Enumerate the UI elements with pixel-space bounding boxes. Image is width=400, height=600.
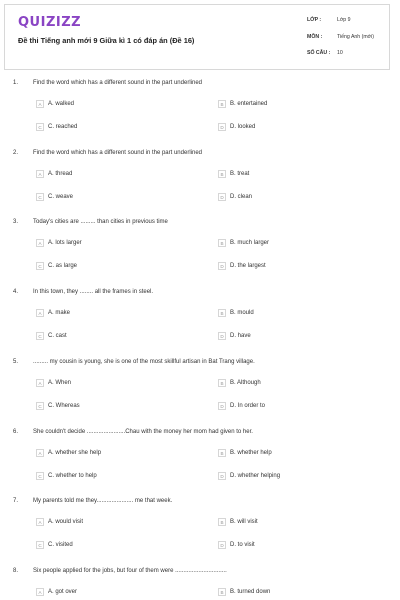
meta-row-count — [307, 50, 343, 56]
option-letter-box: B — [218, 100, 226, 108]
option-b[interactable] — [218, 449, 272, 457]
option-text: D. have — [230, 333, 251, 339]
option-a[interactable] — [36, 100, 74, 108]
question-number: 5. — [13, 359, 19, 365]
option-letter-box: B — [218, 239, 226, 247]
option-letter-box: A — [36, 309, 44, 317]
question-text: Find the word which has a different sound in the part underlined — [33, 80, 202, 86]
option-text: A. walked — [48, 101, 75, 107]
option-text: D. In order to — [230, 403, 266, 409]
option-d[interactable] — [218, 541, 255, 549]
option-text: D. the largest — [230, 263, 266, 269]
option-a[interactable] — [36, 379, 71, 387]
option-letter-box: B — [218, 379, 226, 387]
option-c[interactable] — [36, 193, 73, 201]
question-number: 1. — [13, 80, 19, 86]
option-b[interactable] — [218, 170, 249, 178]
option-letter-box: C — [36, 402, 44, 410]
question-number: 7. — [13, 498, 19, 504]
question-number: 4. — [13, 289, 19, 295]
option-text: A. make — [48, 310, 71, 316]
option-a[interactable] — [36, 588, 77, 596]
option-a[interactable] — [36, 449, 101, 457]
option-a[interactable] — [36, 309, 70, 317]
question-text: Find the word which has a different sound in the part underlined — [33, 150, 202, 156]
option-letter-box: B — [218, 309, 226, 317]
option-letter-box: D — [218, 262, 226, 270]
option-letter-box: C — [36, 123, 44, 131]
meta-label: MÔN : — [307, 34, 323, 40]
option-c[interactable] — [36, 402, 80, 410]
option-letter-box: C — [36, 472, 44, 480]
option-d[interactable] — [218, 472, 280, 480]
option-text: C. weave — [48, 194, 74, 200]
option-text: A. thread — [48, 171, 73, 177]
question-number: 6. — [13, 429, 19, 435]
question-text: Six people applied for the jobs, but four of them were ............................... — [33, 568, 227, 574]
option-b[interactable] — [218, 239, 269, 247]
option-b[interactable] — [218, 588, 270, 596]
option-c[interactable] — [36, 123, 77, 131]
option-letter-box: B — [218, 518, 226, 526]
option-letter-box: A — [36, 588, 44, 596]
option-d[interactable] — [218, 193, 252, 201]
option-letter-box: D — [218, 472, 226, 480]
option-letter-box: C — [36, 193, 44, 201]
option-letter-box: D — [218, 123, 226, 131]
option-text: A. got over — [48, 589, 78, 595]
meta-value: 10 — [337, 50, 343, 56]
option-c[interactable] — [36, 472, 97, 480]
option-b[interactable] — [218, 100, 267, 108]
option-text: A. When — [48, 380, 72, 386]
option-text: B. turned down — [230, 589, 271, 595]
meta-label: SỐ CÂU : — [307, 50, 331, 56]
option-letter-box: C — [36, 332, 44, 340]
question-text: In this town, they ........ all the frames in steel. — [33, 289, 154, 295]
option-text: B. treat — [230, 171, 250, 177]
option-text: A. lots larger — [48, 240, 82, 246]
option-letter-box: A — [36, 170, 44, 178]
meta-label: LỚP : — [307, 17, 322, 23]
option-b[interactable] — [218, 309, 254, 317]
option-b[interactable] — [218, 518, 258, 526]
option-c[interactable] — [36, 262, 77, 270]
question-number: 3. — [13, 219, 19, 225]
meta-row-class — [307, 17, 351, 23]
option-text: D. looked — [230, 124, 256, 130]
option-letter-box: D — [218, 541, 226, 549]
option-text: A. would visit — [48, 519, 84, 525]
option-letter-box: A — [36, 100, 44, 108]
question-number: 8. — [13, 568, 19, 574]
meta-row-subject — [307, 34, 374, 40]
option-text: B. mould — [230, 310, 254, 316]
option-letter-box: A — [36, 449, 44, 457]
option-d[interactable] — [218, 402, 265, 410]
option-text: C. Whereas — [48, 403, 80, 409]
option-d[interactable] — [218, 123, 255, 131]
option-a[interactable] — [36, 170, 72, 178]
question-number: 2. — [13, 150, 19, 156]
option-letter-box: A — [36, 239, 44, 247]
question-text: ......... my cousin is young, she is one of the most skillful artisan in Bat Trang village. — [33, 359, 255, 365]
meta-value: Tiếng Anh (mới) — [337, 34, 374, 40]
option-text: D. clean — [230, 194, 253, 200]
option-text: B. entertained — [230, 101, 268, 107]
quizizz-logo: QUIZIZZ — [18, 15, 82, 30]
option-letter-box: A — [36, 518, 44, 526]
question-text: She couldn't decide .......................Chau with the money her mom had given to her. — [33, 429, 253, 435]
option-text: B. Although — [230, 380, 261, 386]
option-letter-box: B — [218, 170, 226, 178]
option-c[interactable] — [36, 332, 67, 340]
option-text: D. to visit — [230, 542, 255, 548]
option-text: B. will visit — [230, 519, 258, 525]
option-b[interactable] — [218, 379, 261, 387]
option-letter-box: C — [36, 262, 44, 270]
option-text: C. cast — [48, 333, 67, 339]
worksheet-header — [4, 4, 390, 70]
option-letter-box: B — [218, 588, 226, 596]
option-letter-box: D — [218, 193, 226, 201]
option-letter-box: D — [218, 402, 226, 410]
option-letter-box: A — [36, 379, 44, 387]
option-text: B. whether help — [230, 450, 272, 456]
option-text: C. reached — [48, 124, 78, 130]
option-a[interactable] — [36, 239, 82, 247]
option-d[interactable] — [218, 332, 251, 340]
option-letter-box: D — [218, 332, 226, 340]
option-letter-box: C — [36, 541, 44, 549]
option-text: C. visited — [48, 542, 73, 548]
option-c[interactable] — [36, 541, 73, 549]
question-text: My parents told me they...................... me that week. — [33, 498, 173, 504]
option-d[interactable] — [218, 262, 266, 270]
option-letter-box: B — [218, 449, 226, 457]
option-text: C. whether to help — [48, 473, 97, 479]
option-text: D. whether helping — [230, 473, 281, 479]
option-a[interactable] — [36, 518, 83, 526]
worksheet-title: Đề thi Tiếng anh mới 9 Giữa kì 1 có đáp án (Đề 16) — [18, 36, 195, 45]
option-text: C. as large — [48, 263, 78, 269]
option-text: A. whether she help — [48, 450, 102, 456]
option-text: B. much larger — [230, 240, 270, 246]
question-text: Today's cities are ......... than cities in previous time — [33, 219, 168, 225]
meta-value: Lớp 9 — [337, 17, 351, 23]
